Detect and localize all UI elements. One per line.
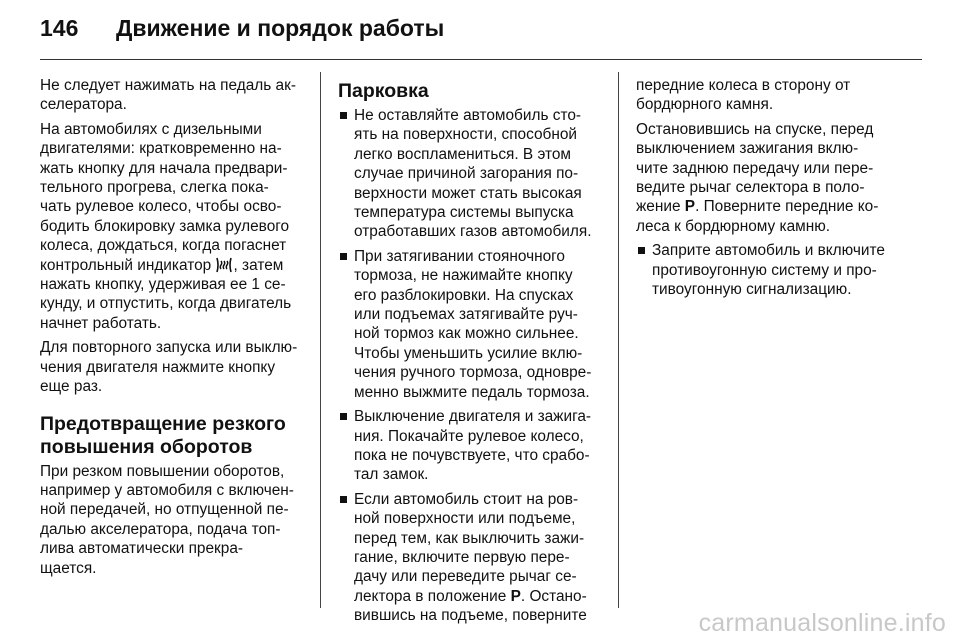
text-line bbox=[636, 197, 926, 216]
text-line: пока не почувствуете, что срабо- bbox=[354, 446, 590, 464]
heading-line: Предотвращение резкого bbox=[40, 412, 286, 435]
text-fragment: жение bbox=[636, 198, 685, 216]
paragraph bbox=[40, 120, 314, 333]
column-divider-2 bbox=[618, 72, 619, 608]
bullet-square-icon bbox=[340, 253, 347, 260]
text-line: отработавших газов автомобиля. bbox=[354, 223, 592, 241]
text-line: начнет работать. bbox=[40, 314, 162, 332]
text-line: ять на поверхности, способной bbox=[354, 126, 577, 144]
text-line: ведите рычаг селектора в поло- bbox=[636, 179, 865, 197]
column-1 bbox=[40, 76, 314, 583]
bullet-item bbox=[338, 106, 606, 242]
bullet-square-icon bbox=[340, 496, 347, 503]
text-line: чения двигателя нажмите кнопку bbox=[40, 358, 276, 376]
text-line: ной тормоз как можно сильнее. bbox=[354, 325, 579, 343]
bullet-item bbox=[338, 490, 606, 626]
text-fragment: . Остано- bbox=[520, 587, 587, 605]
bullet-square-icon bbox=[638, 247, 645, 254]
text-line: выключением зажигания вклю- bbox=[636, 140, 859, 158]
text-line: Остановившись на спуске, перед bbox=[636, 120, 874, 138]
text-line: верхности может стать высокая bbox=[354, 184, 582, 202]
text-fragment: лектора в положение bbox=[354, 587, 511, 605]
section-heading: Парковка bbox=[338, 80, 429, 102]
text-fragment: , затем bbox=[233, 256, 284, 274]
selector-position-p: P bbox=[684, 198, 696, 216]
text-line: лива автоматически прекра- bbox=[40, 540, 244, 558]
text-line: кунду, и отпустить, когда двигатель bbox=[40, 295, 292, 313]
heading-line: повышения оборотов bbox=[40, 435, 253, 458]
text-line: Не следует нажимать на педаль ак- bbox=[40, 77, 296, 94]
page-number: 146 bbox=[40, 15, 79, 41]
text-line: бордюрного камня. bbox=[636, 96, 774, 114]
paragraph bbox=[636, 76, 926, 115]
text-line: Если автомобиль стоит на ров- bbox=[354, 490, 579, 508]
bullet-item bbox=[636, 241, 926, 299]
text-line: чите заднюю передачу или пере- bbox=[636, 159, 874, 177]
text-line: ной передачей, но отпущенной пе- bbox=[40, 501, 289, 519]
header-rule bbox=[40, 59, 922, 60]
text-line: При резком повышении оборотов, bbox=[40, 462, 285, 480]
page-header bbox=[40, 15, 920, 49]
text-line: жать кнопку для начала предвари- bbox=[40, 159, 288, 177]
text-fragment: . Поверните передние ко- bbox=[695, 198, 879, 216]
paragraph bbox=[40, 462, 314, 578]
text-line bbox=[40, 256, 314, 275]
text-line bbox=[354, 587, 606, 606]
text-line: Выключение двигателя и зажига- bbox=[354, 408, 592, 426]
text-line: селератора. bbox=[40, 96, 127, 114]
watermark: carmanualsonline.info bbox=[698, 609, 946, 637]
text-line: далью акселератора, подача топ- bbox=[40, 520, 281, 538]
text-line: бодить блокировку замка рулевого bbox=[40, 217, 290, 235]
text-line: Заприте автомобиль и включите bbox=[652, 242, 885, 260]
text-line: вившись на подъеме, поверните bbox=[354, 607, 587, 625]
text-line: Не оставляйте автомобиль сто- bbox=[354, 107, 582, 124]
section-heading bbox=[40, 413, 314, 459]
text-line: перед тем, как выключить зажи- bbox=[354, 529, 585, 547]
glow-plug-icon bbox=[215, 256, 233, 273]
text-line: нажать кнопку, удерживая ее 1 се- bbox=[40, 276, 286, 294]
text-line: его разблокировки. На спусках bbox=[354, 286, 574, 304]
text-line: дачу или переведите рычаг се- bbox=[354, 568, 577, 586]
text-line: например у автомобиля с включен- bbox=[40, 481, 294, 499]
text-line: двигателями: кратковременно на- bbox=[40, 140, 282, 158]
text-line: тивоугонную сигнализацию. bbox=[652, 281, 852, 299]
text-line: случае причиной загорания по- bbox=[354, 165, 579, 183]
text-line: температура системы выпуска bbox=[354, 204, 574, 222]
chapter-title: Движение и порядок работы bbox=[116, 15, 445, 41]
bullet-item bbox=[338, 407, 606, 485]
text-fragment: контрольный индикатор bbox=[40, 256, 212, 274]
selector-position-p: P bbox=[510, 587, 521, 605]
text-line: тельного прогрева, слегка пока- bbox=[40, 179, 269, 197]
text-line: При затягивании стояночного bbox=[354, 247, 565, 265]
paragraph bbox=[40, 76, 314, 115]
text-line: гание, включите первую пере- bbox=[354, 548, 570, 566]
paragraph bbox=[40, 338, 314, 396]
bullet-item bbox=[338, 247, 606, 402]
text-line: тормоза, не нажимайте кнопку bbox=[354, 267, 573, 285]
text-line: Чтобы уменьшить усилие вклю- bbox=[354, 344, 583, 362]
text-line: чения ручного тормоза, одновре- bbox=[354, 364, 592, 382]
text-line: ния. Покачайте рулевое колесо, bbox=[354, 427, 584, 445]
text-line: противоугонную систему и про- bbox=[652, 261, 877, 279]
paragraph bbox=[636, 120, 926, 236]
text-line: ной поверхности или подъеме, bbox=[354, 510, 576, 528]
column-2 bbox=[338, 80, 606, 631]
bullet-square-icon bbox=[340, 112, 347, 119]
text-line: еще раз. bbox=[40, 378, 103, 396]
text-line: леса к бордюрному камню. bbox=[636, 217, 831, 235]
text-line: или подъемах затягивайте руч- bbox=[354, 306, 578, 324]
text-line: менно выжмите педаль тормоза. bbox=[354, 383, 590, 401]
text-line: Для повторного запуска или выклю- bbox=[40, 339, 298, 357]
text-line: колеса, дождаться, когда погаснет bbox=[40, 237, 287, 255]
column-divider-1 bbox=[320, 72, 321, 608]
text-line: щается. bbox=[40, 559, 97, 577]
text-line: передние колеса в сторону от bbox=[636, 77, 851, 94]
text-line: тал замок. bbox=[354, 466, 429, 484]
bullet-square-icon bbox=[340, 413, 347, 420]
column-3 bbox=[636, 76, 926, 304]
text-line: чать рулевое колесо, чтобы осво- bbox=[40, 198, 282, 216]
text-line: легко воспламениться. В этом bbox=[354, 145, 571, 163]
text-line: На автомобилях с дизельными bbox=[40, 120, 262, 138]
